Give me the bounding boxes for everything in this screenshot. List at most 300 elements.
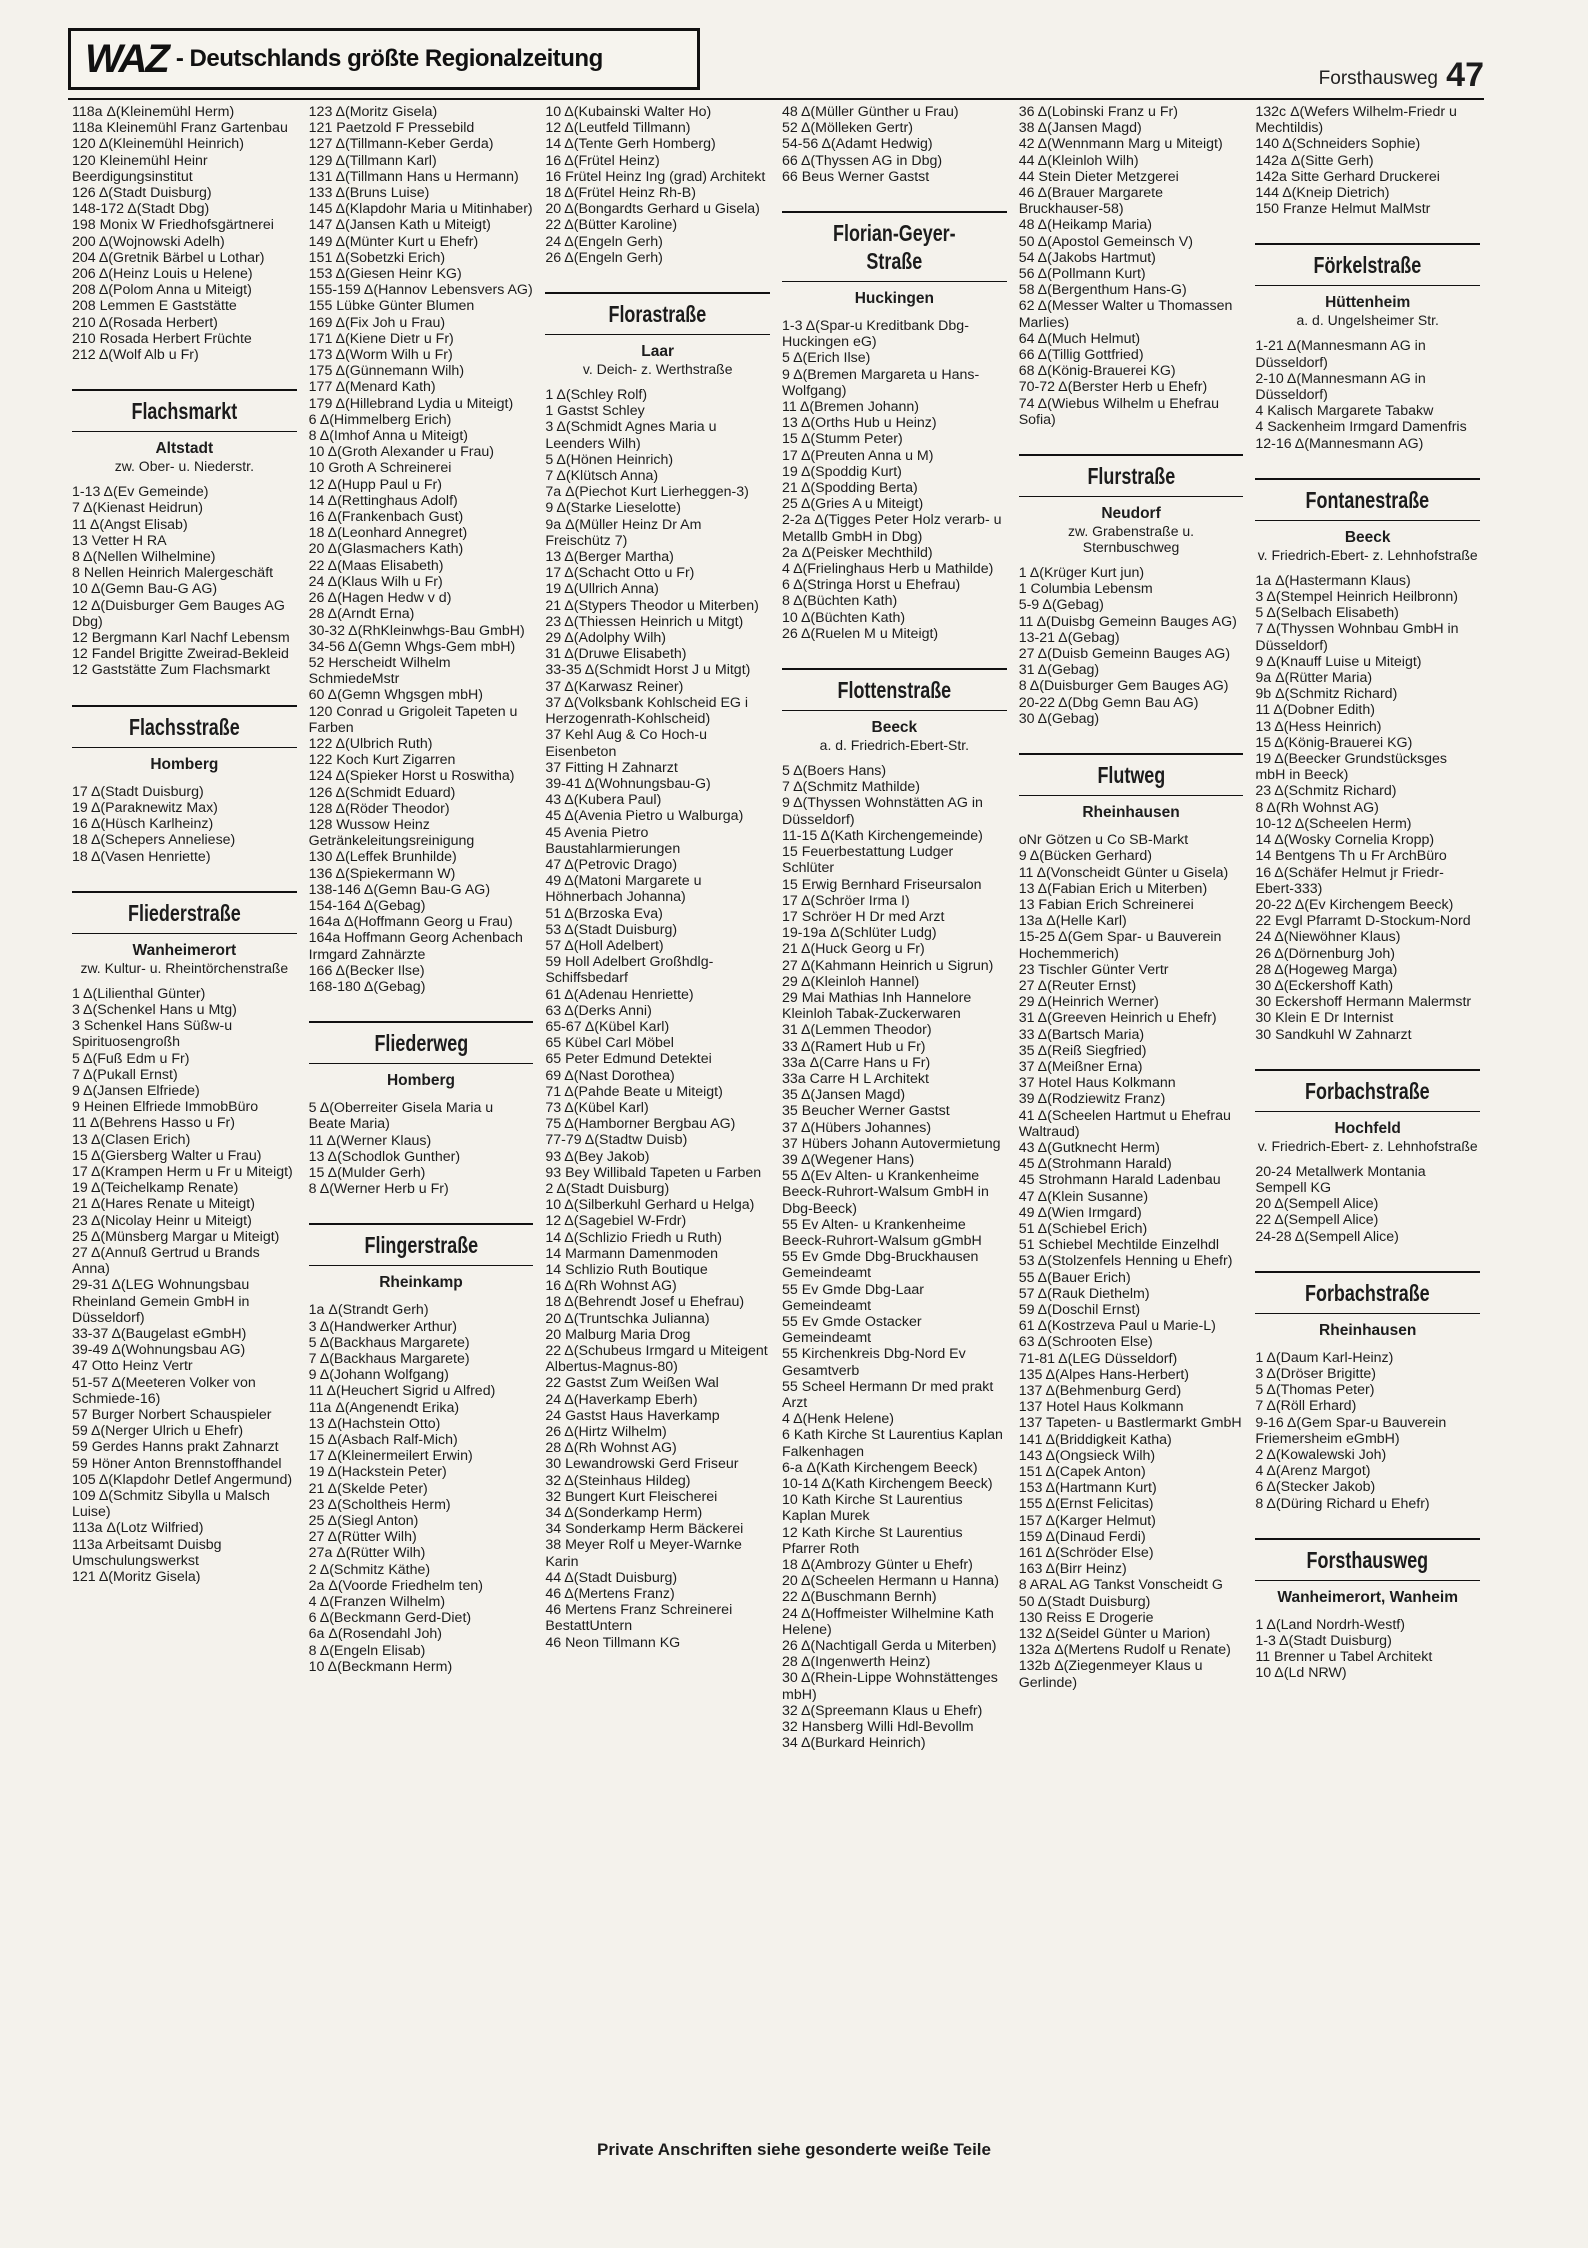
address-entry: 15 Δ(Giersberg Walter u Frau) [72, 1147, 262, 1164]
address-entry: 17 Δ(Krampen Herm u Fr u Miteigt) [72, 1163, 293, 1180]
address-entry: 11 Δ(Bremen Johann) [782, 399, 919, 416]
address-entry: 12 Δ(Sagebiel W-Frdr) [545, 1213, 687, 1230]
address-entry: 121 Paetzold F Pressebild [308, 120, 475, 137]
address-entry: 130 Reiss E Drogerie [1018, 1609, 1154, 1626]
address-entry: 133 Δ(Bruns Luise) [308, 185, 430, 202]
address-entry: 3 Schenkel Hans Süßw-u Spirituosengroßh [72, 1018, 233, 1051]
address-entry: 122 Δ(Ulbrich Ruth) [308, 735, 433, 752]
address-entry: 18 Δ(Behrendt Josef u Ehefrau) [545, 1294, 745, 1311]
address-entry: 113a Δ(Lotz Wilfried) [72, 1520, 204, 1537]
address-entry: 6 Δ(Stringa Horst u Ehefrau) [782, 577, 961, 594]
address-entry: 75 Δ(Hamborner Bergbau AG) [545, 1116, 736, 1133]
address-entry: 151 Δ(Capek Anton) [1018, 1464, 1146, 1481]
address-entry: 12 Δ(Duisburger Gem Bauges AG Dbg) [72, 597, 285, 630]
address-entry: 38 Δ(Jansen Magd) [1018, 120, 1142, 137]
address-entry: 4 Δ(Arenz Margot) [1255, 1463, 1371, 1480]
street-section-header [1255, 478, 1480, 563]
address-entry: 141 Δ(Briddigkeit Katha) [1018, 1431, 1172, 1448]
address-entry: 21 Δ(Huck Georg u Fr) [782, 941, 925, 958]
address-entry: 153 Δ(Hartmann Kurt) [1018, 1480, 1157, 1497]
street-section-header [545, 292, 770, 377]
street-section-header [1255, 243, 1480, 328]
address-entry: 33-35 Δ(Schmidt Horst J u Mitgt) [545, 662, 751, 679]
page-number: 47 [1446, 56, 1484, 94]
address-entry: 8 Δ(Duisburger Gem Bauges AG) [1018, 678, 1229, 695]
address-entry: 55 Kirchenkreis Dbg-Nord Ev Gesamtverb [782, 1346, 966, 1379]
address-entry: 42 Δ(Wennmann Marg u Miteigt) [1018, 136, 1223, 153]
address-entry: 51 Schiebel Mechtilde Einzelhdl [1018, 1237, 1220, 1254]
address-entry: 30 Δ(Rhein-Lippe Wohnstättenges mbH) [782, 1670, 998, 1703]
address-entry: 33a Δ(Carre Hans u Fr) [782, 1054, 931, 1071]
address-entry: 5 Δ(Oberreiter Gisela Maria u Beate Maria) [308, 1100, 494, 1133]
address-entry: 73 Δ(Kübel Karl) [545, 1099, 649, 1116]
address-entry: 10-12 Δ(Scheelen Herm) [1255, 815, 1412, 832]
district-name: Huckingen [854, 290, 934, 308]
district-name: Hochfeld [1334, 1119, 1401, 1137]
address-entry: 6-a Δ(Kath Kirchengem Beeck) [782, 1459, 978, 1476]
column-2 [309, 104, 534, 2114]
street-range: zw. Ober- u. Niederstr. [114, 458, 254, 475]
address-entry: 2-2a Δ(Tigges Peter Holz verarb- u Metallb GmbH in Dbg) [782, 512, 1002, 545]
address-entry: 22 Δ(Sempell Alice) [1255, 1212, 1379, 1229]
address-entry: 6 Δ(Stecker Jakob) [1255, 1479, 1376, 1496]
address-entry: 37 Kehl Aug & Co Hoch-u Eisenbeton [545, 727, 708, 760]
address-entry: 137 Δ(Behmenburg Gerd) [1018, 1383, 1182, 1399]
address-entry: 28 Δ(Ingenwerth Heinz) [782, 1654, 931, 1671]
address-entry: 9 Δ(Jansen Elfriede) [72, 1082, 200, 1099]
address-entry: 17 Δ(Schacht Otto u Fr) [545, 565, 695, 582]
address-entry: 13 Δ(Schodlok Gunther) [308, 1148, 461, 1165]
address-entry: 27 Δ(Rütter Wilh) [308, 1529, 417, 1546]
address-entry: 27 Δ(Duisb Gemeinn Bauges AG) [1018, 646, 1231, 663]
address-entry: 155 Δ(Ernst Felicitas) [1018, 1496, 1154, 1513]
address-entry: 19 Δ(Ullrich Anna) [545, 581, 659, 598]
section-rule [782, 211, 1007, 213]
address-entry: 5 Δ(Backhaus Margarete) [308, 1334, 470, 1351]
address-entry: 17 Δ(Schröer Irma I) [782, 892, 910, 909]
district-name: Rheinhausen [1082, 804, 1180, 822]
address-entry: 26 Δ(Hagen Hedw v d) [308, 590, 452, 607]
address-entry: 169 Δ(Fix Joh u Frau) [308, 314, 446, 331]
street-name: Flingerstraße [364, 1232, 478, 1259]
address-entry: 10 Δ(Groth Alexander u Frau) [308, 444, 495, 461]
address-entry: 32 Δ(Spreemann Klaus u Ehefr) [782, 1702, 983, 1719]
address-entry: 31 Δ(Lemmen Theodor) [782, 1022, 932, 1039]
address-entry: 8 ARAL AG Tankst Vonscheidt G [1018, 1577, 1223, 1594]
address-entry: 55 Δ(Bauer Erich) [1018, 1269, 1131, 1286]
address-entry: 59 Gerdes Hanns prakt Zahnarzt [72, 1439, 279, 1456]
address-entry: 35 Δ(Reiß Siegfried) [1018, 1042, 1147, 1059]
address-entry: 131 Δ(Tillmann Hans u Hermann) [308, 168, 519, 185]
address-entry: 12 Fandel Brigitte Zweirad-Bekleid [72, 646, 289, 663]
address-entry: 210 Δ(Rosada Herbert) [72, 314, 218, 331]
address-entry: 5 Δ(Erich Ilse) [782, 350, 871, 367]
address-entry: 24 Gastst Haus Haverkamp [545, 1407, 720, 1424]
address-entry: 123 Δ(Moritz Gisela) [308, 104, 438, 120]
address-entry: 1-3 Δ(Spar-u Kreditbank Dbg-Huckingen eG) [782, 318, 969, 351]
address-entry: 128 Wussow Heinz Getränkeleitungsreinigung [308, 816, 475, 850]
address-entry: 28 Δ(Rh Wohnst AG) [545, 1440, 677, 1457]
address-entry: 142a Sitte Gerhard Druckerei [1255, 168, 1440, 185]
address-entry: 126 Δ(Stadt Duisburg) [72, 185, 212, 202]
address-entry: 29 Mai Mathias Inh Hannelore Kleinloh Tabak-Zuckerwaren [782, 989, 972, 1023]
address-entry: 34-56 Δ(Gemn Whgs-Gem mbH) [308, 638, 516, 655]
address-entry: 48 Δ(Müller Günther u Frau) [782, 104, 959, 120]
address-entry: 14 Δ(Tente Gerh Homberg) [545, 136, 716, 153]
street-name: Fontanestraße [1305, 486, 1430, 513]
address-entry: 24-28 Δ(Sempell Alice) [1255, 1228, 1399, 1245]
address-entry: 45 Δ(Strohmann Harald) [1018, 1156, 1172, 1173]
address-entry: 47 Δ(Klein Susanne) [1018, 1188, 1149, 1205]
address-entry: 57 Δ(Rauk Diethelm) [1018, 1285, 1150, 1302]
address-entry: 15 Feuerbestattung Ludger Schlüter [782, 844, 954, 877]
address-entry: 50 Δ(Apostol Gemeinsch V) [1018, 233, 1193, 250]
address-entry: 153 Δ(Giesen Heinr KG) [308, 266, 462, 283]
address-entry: 136 Δ(Spiekermann W) [308, 865, 456, 882]
address-entry: 46 Δ(Mertens Franz) [545, 1586, 675, 1603]
address-entry: 149 Δ(Münter Kurt u Ehefr) [308, 233, 479, 250]
column-5 [1019, 104, 1244, 2114]
address-entry: 24 Δ(Haverkamp Eberh) [545, 1391, 698, 1408]
column-3 [545, 104, 770, 2114]
address-entry: 34 Sonderkamp Herm Bäckerei [545, 1521, 744, 1538]
running-head: Forsthausweg [1318, 68, 1438, 89]
address-entry: 51 Δ(Schiebel Erich) [1018, 1220, 1148, 1237]
address-entry: 48 Δ(Heikamp Maria) [1018, 217, 1152, 234]
street-section-header [1255, 1069, 1480, 1154]
street-section-header [1255, 1271, 1480, 1340]
address-entry: 118a Kleinemühl Franz Gartenbau [72, 120, 288, 137]
address-entry: 53 Δ(Stadt Duisburg) [545, 921, 678, 938]
address-entry: 10 Δ(Beckmann Herm) [308, 1658, 453, 1675]
address-entry: 118a Δ(Kleinemühl Herm) [72, 104, 235, 120]
address-entry: 66 Δ(Thyssen AG in Dbg) [782, 152, 943, 169]
street-name: Förkelstraße [1313, 252, 1422, 279]
address-entry: 63 Δ(Derks Anni) [545, 1002, 652, 1019]
address-entry: 41 Δ(Scheelen Hartmut u Ehefrau Waltraud) [1018, 1107, 1231, 1140]
address-entry: 22 Δ(Maas Elisabeth) [308, 557, 444, 574]
address-entry: 200 Δ(Wojnowski Adelh) [72, 233, 225, 250]
address-entry: 171 Δ(Kiene Dietr u Fr) [308, 330, 454, 347]
address-entry: 17 Δ(Stadt Duisburg) [72, 783, 204, 800]
address-entry: 10 Δ(Büchten Kath) [782, 609, 906, 626]
address-entry: 128 Δ(Röder Theodor) [308, 800, 450, 817]
address-entry: 8 Δ(Werner Herb u Fr) [308, 1181, 449, 1198]
address-entry: 161 Δ(Schröder Else) [1018, 1545, 1154, 1562]
address-entry: 69 Δ(Nast Dorothea) [545, 1067, 675, 1084]
column-6 [1255, 104, 1480, 2114]
address-entry: 11 Δ(Werner Klaus) [308, 1132, 432, 1149]
address-entry: 14 Schlizio Ruth Boutique [545, 1262, 708, 1278]
address-entry: 50 Δ(Stadt Duisburg) [1018, 1593, 1151, 1610]
address-entry: 33a Carre H L Architekt [782, 1070, 929, 1087]
address-entry: 3 Δ(Schmidt Agnes Maria u Leenders Wilh) [545, 419, 717, 452]
district-name: Altstadt [155, 440, 214, 458]
address-entry: 9 Δ(Johann Wolfgang) [308, 1367, 449, 1384]
street-section-header [309, 1223, 534, 1292]
address-entry: 30 Klein E Dr Internist [1255, 1010, 1394, 1027]
district-name: Homberg [386, 1072, 456, 1090]
address-entry: 44 Δ(Stadt Duisburg) [545, 1569, 678, 1586]
address-entry: 37 Fitting H Zahnarzt [545, 759, 678, 776]
address-entry: 9 Δ(Thyssen Wohnstätten AG in Düsseldorf) [782, 795, 983, 828]
address-entry: 49 Δ(Matoni Margarete u Höhnerbach Johanna) [545, 873, 702, 906]
address-entry: 8 Nellen Heinrich Malergeschäft [72, 565, 274, 582]
address-entry: 59 Höner Anton Brennstoffhandel [72, 1455, 282, 1472]
address-entry: 206 Δ(Heinz Louis u Helene) [72, 266, 253, 283]
district-name: Rheinhausen [1319, 1321, 1417, 1339]
address-entry: 29 Δ(Adolphy Wilh) [545, 630, 667, 647]
address-entry: 55 Δ(Ev Alten- u Krankenheime Beeck-Ruhrort-Walsum GmbH in Dbg-Beeck) [782, 1168, 989, 1217]
district-name: Rheinkamp [379, 1274, 463, 1292]
section-subrule [72, 747, 297, 748]
address-entry: 7 Δ(Backhaus Margarete) [308, 1351, 470, 1367]
section-rule [782, 668, 1007, 670]
address-entry: 8 Δ(Imhof Anna u Miteigt) [308, 428, 468, 445]
address-entry: 2 Δ(Schmitz Käthe) [308, 1561, 431, 1578]
address-entry: 11 Δ(Vonscheidt Günter u Gisela) [1018, 864, 1229, 881]
address-entry: 14 Δ(Wosky Cornelia Kropp) [1255, 832, 1435, 849]
address-entry: 168-180 Δ(Gebag) [308, 978, 426, 995]
address-entry: 20 Δ(Sempell Alice) [1255, 1196, 1379, 1213]
address-entry: 2 Δ(Stadt Duisburg) [545, 1180, 670, 1197]
district-name: Hüttenheim [1325, 294, 1411, 312]
section-subrule [782, 710, 1007, 711]
address-entry: 15-25 Δ(Gem Spar- u Bauverein Hochemmerich) [1018, 929, 1222, 962]
address-entry: 37 Δ(Hübers Johannes) [782, 1119, 932, 1136]
address-entry: 7 Δ(Schmitz Mathilde) [782, 779, 921, 796]
address-entry: 59 Δ(Nerger Ulrich u Ehefr) [72, 1423, 244, 1440]
address-entry: 148-172 Δ(Stadt Dbg) [72, 201, 210, 218]
address-entry: 9-16 Δ(Gem Spar-u Bauverein Friemersheim eGmbH) [1255, 1414, 1447, 1447]
address-entry: 18 Δ(Frütel Heinz Rh-B) [545, 185, 696, 202]
address-entry: 10-14 Δ(Kath Kirchengem Beeck) [782, 1476, 993, 1493]
address-entry: 23 Δ(Thiessen Heinrich u Mitgt) [545, 613, 744, 630]
address-entry: 52 Δ(Mölleken Gertr) [782, 120, 913, 137]
section-subrule [1255, 1313, 1480, 1314]
address-entry: 137 Hotel Haus Kolkmann [1018, 1399, 1184, 1416]
address-entry: 31 Δ(Gebag) [1018, 662, 1100, 679]
address-entry: 1 Columbia Lebensm [1018, 581, 1153, 598]
address-entry: 1 Δ(Daum Karl-Heinz) [1255, 1349, 1394, 1366]
address-entry: 27 Δ(Reuter Ernst) [1018, 977, 1137, 994]
address-entry: 105 Δ(Klapdohr Detlef Angermund) [72, 1471, 293, 1488]
address-entry: 32 Bungert Kurt Fleischerei [545, 1488, 718, 1505]
address-entry: 20 Malburg Maria Drog [545, 1326, 691, 1343]
address-entry: 8 Δ(Düring Richard u Ehefr) [1255, 1495, 1430, 1512]
street-range: a. d. Ungelsheimer Str. [1296, 312, 1439, 329]
columns-container [72, 104, 1480, 2114]
address-entry: 33 Δ(Bartsch Maria) [1018, 1026, 1145, 1043]
address-entry: 1 Δ(Land Nordrh-Westf) [1255, 1616, 1405, 1633]
address-entry: 11 Δ(Duisbg Gemeinn Bauges AG) [1018, 613, 1237, 630]
address-entry: 32 Δ(Steinhaus Hildeg) [545, 1472, 691, 1489]
street-name: Fliederstraße [127, 899, 241, 926]
address-entry: 57 Δ(Holl Adelbert) [545, 937, 664, 954]
address-entry: 37 Hotel Haus Kolkmann [1018, 1075, 1176, 1092]
address-entry: 29 Δ(Heinrich Werner) [1018, 994, 1159, 1011]
address-entry: 30 Δ(Eckershoff Kath) [1255, 977, 1394, 994]
address-entry: 21 Δ(Spodding Berta) [782, 480, 918, 497]
address-entry: 140 Δ(Schneiders Sophie) [1255, 136, 1421, 153]
address-entry: 130 Δ(Leffek Brunhilde) [308, 849, 457, 866]
street-section-header [1019, 753, 1244, 822]
address-entry: 6 Δ(Himmelberg Erich) [308, 411, 452, 428]
address-entry: 143 Δ(Ongsieck Wilh) [1018, 1447, 1156, 1464]
address-entry: 9 Δ(Knauff Luise u Miteigt) [1255, 653, 1422, 670]
street-name: Flachsstraße [128, 713, 240, 740]
address-entry: 27 Δ(Annuß Gertrud u Brands Anna) [72, 1244, 260, 1278]
address-entry: 16 Frütel Heinz Ing (grad) Architekt [545, 168, 766, 185]
district-name: Wanheimerort, Wanheim [1277, 1588, 1458, 1606]
address-entry: 1 Gastst Schley [545, 403, 645, 420]
address-entry: 164a Hoffmann Georg Achenbach Irmgard Zahnärzte [308, 930, 523, 963]
address-entry: 14 Δ(Rettinghaus Adolf) [308, 492, 458, 509]
address-entry: 34 Δ(Burkard Heinrich) [782, 1735, 926, 1752]
address-entry: 24 Δ(Niewöhner Klaus) [1255, 929, 1401, 946]
address-entry: 43 Δ(Kubera Paul) [545, 792, 662, 809]
address-entry: 15 Erwig Bernhard Friseursalon [782, 876, 982, 893]
address-entry: 4 Sackenheim Irmgard Damenfris [1255, 419, 1467, 436]
address-entry: 132c Δ(Wefers Wilhelm-Friedr u Mechtildis) [1255, 104, 1457, 137]
section-subrule [72, 431, 297, 432]
address-entry: 13 Δ(Hachstein Otto) [308, 1415, 441, 1432]
street-range: a. d. Friedrich-Ebert-Str. [819, 737, 970, 754]
address-entry: 55 Ev Gmde Dbg-Laar Gemeindeamt [782, 1281, 924, 1314]
address-entry: 29-31 Δ(LEG Wohnungsbau Rheinland Gemein GmbH in Düsseldorf) [72, 1277, 250, 1326]
address-entry: 19 Δ(Teichelkamp Renate) [72, 1180, 239, 1197]
address-entry: 121 Δ(Moritz Gisela) [72, 1569, 201, 1586]
address-entry: 26 Δ(Engeln Gerh) [545, 249, 663, 266]
address-entry: 17 Schröer H Dr med Arzt [782, 908, 945, 925]
district-name: Wanheimerort [132, 941, 237, 959]
address-entry: 16 Δ(Frankenbach Gust) [308, 509, 464, 526]
address-entry: 144 Δ(Kneip Dietrich) [1255, 185, 1390, 202]
address-entry: 15 Δ(Stumm Peter) [782, 431, 903, 448]
address-entry: 10 Groth A Schreinerei [308, 460, 452, 477]
address-entry: 13 Fabian Erich Schreinerei [1018, 896, 1194, 913]
address-entry: 25 Δ(Münsberg Margar u Miteigt) [72, 1228, 280, 1245]
address-entry: 54-56 Δ(Adamt Hedwig) [782, 136, 933, 153]
banner-tagline: - Deutschlands größte Regionalzeitung [175, 45, 603, 72]
address-entry: 34 Δ(Sonderkamp Herm) [545, 1505, 703, 1522]
address-entry: 11-15 Δ(Kath Kirchengemeinde) [782, 827, 983, 844]
address-entry: 7 Δ(Röll Erhard) [1255, 1398, 1357, 1415]
address-entry: 24 Δ(Klaus Wilh u Fr) [308, 573, 443, 590]
address-entry: 93 Δ(Bey Jakob) [545, 1148, 650, 1165]
address-entry: 198 Monix W Friedhofsgärtnerei [72, 217, 274, 234]
address-entry: 64 Δ(Much Helmut) [1018, 330, 1141, 347]
address-entry: 8 Δ(Nellen Wilhelmine) [72, 549, 216, 566]
address-entry: 66 Δ(Tillig Gottfried) [1018, 347, 1144, 364]
address-entry: 51 Δ(Brzoska Eva) [545, 905, 663, 922]
address-entry: 132 Δ(Seidel Günter u Marion) [1018, 1626, 1211, 1643]
address-entry: 20 Δ(Glasmachers Kath) [308, 541, 464, 558]
address-entry: 26 Δ(Nachtigall Gerda u Miterben) [782, 1638, 997, 1655]
section-subrule [1255, 520, 1480, 521]
address-entry: 29 Δ(Kleinloh Hannel) [782, 973, 920, 990]
address-entry: 208 Lemmen E Gaststätte [72, 298, 237, 315]
address-entry: 44 Δ(Kleinloh Wilh) [1018, 152, 1139, 169]
address-entry: 24 Δ(Hoffmeister Wilhelmine Kath Helene) [782, 1605, 994, 1638]
street-section-header [1019, 454, 1244, 555]
address-entry: 3 Δ(Dröser Brigitte) [1255, 1365, 1377, 1382]
address-entry: 13 Δ(Berger Martha) [545, 549, 674, 566]
address-entry: 52 Herscheidt Wilhelm SchmiedeMstr [308, 654, 451, 688]
address-entry: 12 Bergmann Karl Nachf Lebensm [72, 630, 290, 647]
address-entry: 22 Evgl Pfarramt D-Stockum-Nord [1255, 913, 1471, 930]
address-entry: 55 Ev Gmde Dbg-Bruckhausen Gemeindeamt [782, 1249, 979, 1282]
address-entry: 16 Δ(Schäfer Helmut jr Friedr-Ebert-333) [1255, 864, 1444, 897]
address-entry: 25 Δ(Siegl Anton) [308, 1513, 419, 1530]
section-subrule [1255, 1580, 1480, 1581]
address-entry: 37 Δ(Volksbank Kohlscheid EG i Herzogenrath-Kohlscheid) [545, 694, 749, 728]
address-entry: 77-79 Δ(Stadtw Duisb) [545, 1132, 688, 1149]
section-rule [1255, 478, 1480, 480]
address-entry: 208 Δ(Polom Anna u Miteigt) [72, 282, 252, 299]
address-entry: 164a Δ(Hoffmann Georg u Frau) [308, 914, 513, 931]
address-entry: 25 Δ(Gries A u Miteigt) [782, 496, 924, 513]
address-entry: 109 Δ(Schmitz Sibylla u Malsch Luise) [72, 1488, 270, 1521]
address-entry: 49 Δ(Wien Irmgard) [1018, 1204, 1142, 1221]
address-entry: 61 Δ(Adenau Henriette) [545, 986, 694, 1003]
district-name: Homberg [150, 755, 219, 773]
street-name: Forbachstraße [1305, 1077, 1431, 1104]
column-4 [782, 104, 1007, 2114]
address-entry: 20-24 Metallwerk Montania Sempell KG [1255, 1163, 1426, 1196]
address-entry: 10 Δ(Kubainski Walter Ho) [545, 104, 712, 120]
address-entry: 14 Bentgens Th u Fr ArchBüro [1255, 848, 1447, 865]
address-entry: 93 Bey Willibald Tapeten u Farben [545, 1164, 762, 1181]
street-name: Flurstraße [1087, 463, 1175, 490]
street-name: Forbachstraße [1305, 1279, 1431, 1306]
address-entry: 22 Δ(Schubeus Irmgard u Miteigent Albertus-Magnus-80) [545, 1343, 768, 1376]
address-entry: 9 Δ(Bücken Gerhard) [1018, 848, 1152, 865]
address-entry: 129 Δ(Tillmann Karl) [308, 152, 437, 169]
address-entry: 9a Δ(Rütter Maria) [1255, 670, 1373, 687]
address-entry: 39-49 Δ(Wohnungsbau AG) [72, 1342, 246, 1359]
address-entry: 15 Δ(Asbach Ralf-Mich) [308, 1432, 458, 1449]
header-rule [68, 98, 1484, 100]
address-entry: 126 Δ(Schmidt Eduard) [308, 784, 456, 801]
address-entry: 11 Brenner u Tabel Architekt [1255, 1649, 1433, 1666]
address-entry: 1a Δ(Hastermann Klaus) [1255, 572, 1411, 589]
address-entry: 157 Δ(Karger Helmut) [1018, 1512, 1156, 1529]
address-entry: 46 Mertens Franz Schreinerei BestattUntern [545, 1602, 733, 1635]
address-entry: 8 Δ(Büchten Kath) [782, 593, 898, 610]
address-entry: 11a Δ(Angenendt Erika) [308, 1399, 460, 1416]
address-entry: 21 Δ(Skelde Peter) [308, 1480, 428, 1497]
address-entry: 15 Δ(König-Brauerei KG) [1255, 734, 1413, 751]
address-entry: 12 Δ(Leutfeld Tillmann) [545, 120, 691, 137]
address-entry: 132b Δ(Ziegenmeyer Klaus u Gerlinde) [1018, 1658, 1203, 1691]
section-subrule [309, 1265, 534, 1266]
address-entry: 2-10 Δ(Mannesmann AG in Düsseldorf) [1255, 370, 1426, 404]
address-entry: 147 Δ(Jansen Kath u Miteigt) [308, 217, 491, 234]
address-entry: 47 Otto Heinz Vertr [72, 1358, 193, 1375]
address-entry: 155-159 Δ(Hannov Lebensvers AG) [308, 282, 533, 299]
address-entry: 6 Kath Kirche St Laurentius Kaplan Falkenhagen [782, 1427, 1003, 1460]
address-entry: 151 Δ(Sobetzki Erich) [308, 249, 446, 266]
address-entry: 9b Δ(Schmitz Richard) [1255, 686, 1398, 703]
address-entry: 7 Δ(Thyssen Wohnbau GmbH in Düsseldorf) [1255, 621, 1459, 654]
address-entry: 3 Δ(Schenkel Hans u Mtg) [72, 1001, 237, 1018]
address-entry: 59 Holl Adelbert Großhdlg-Schiffsbedarf [545, 954, 714, 987]
address-entry: 10 Δ(Gemn Bau-G AG) [72, 581, 218, 598]
address-entry: 5 Δ(Boers Hans) [782, 763, 887, 780]
address-entry: 124 Δ(Spieker Horst u Roswitha) [308, 768, 515, 785]
address-entry: 142a Δ(Sitte Gerh) [1255, 152, 1374, 169]
